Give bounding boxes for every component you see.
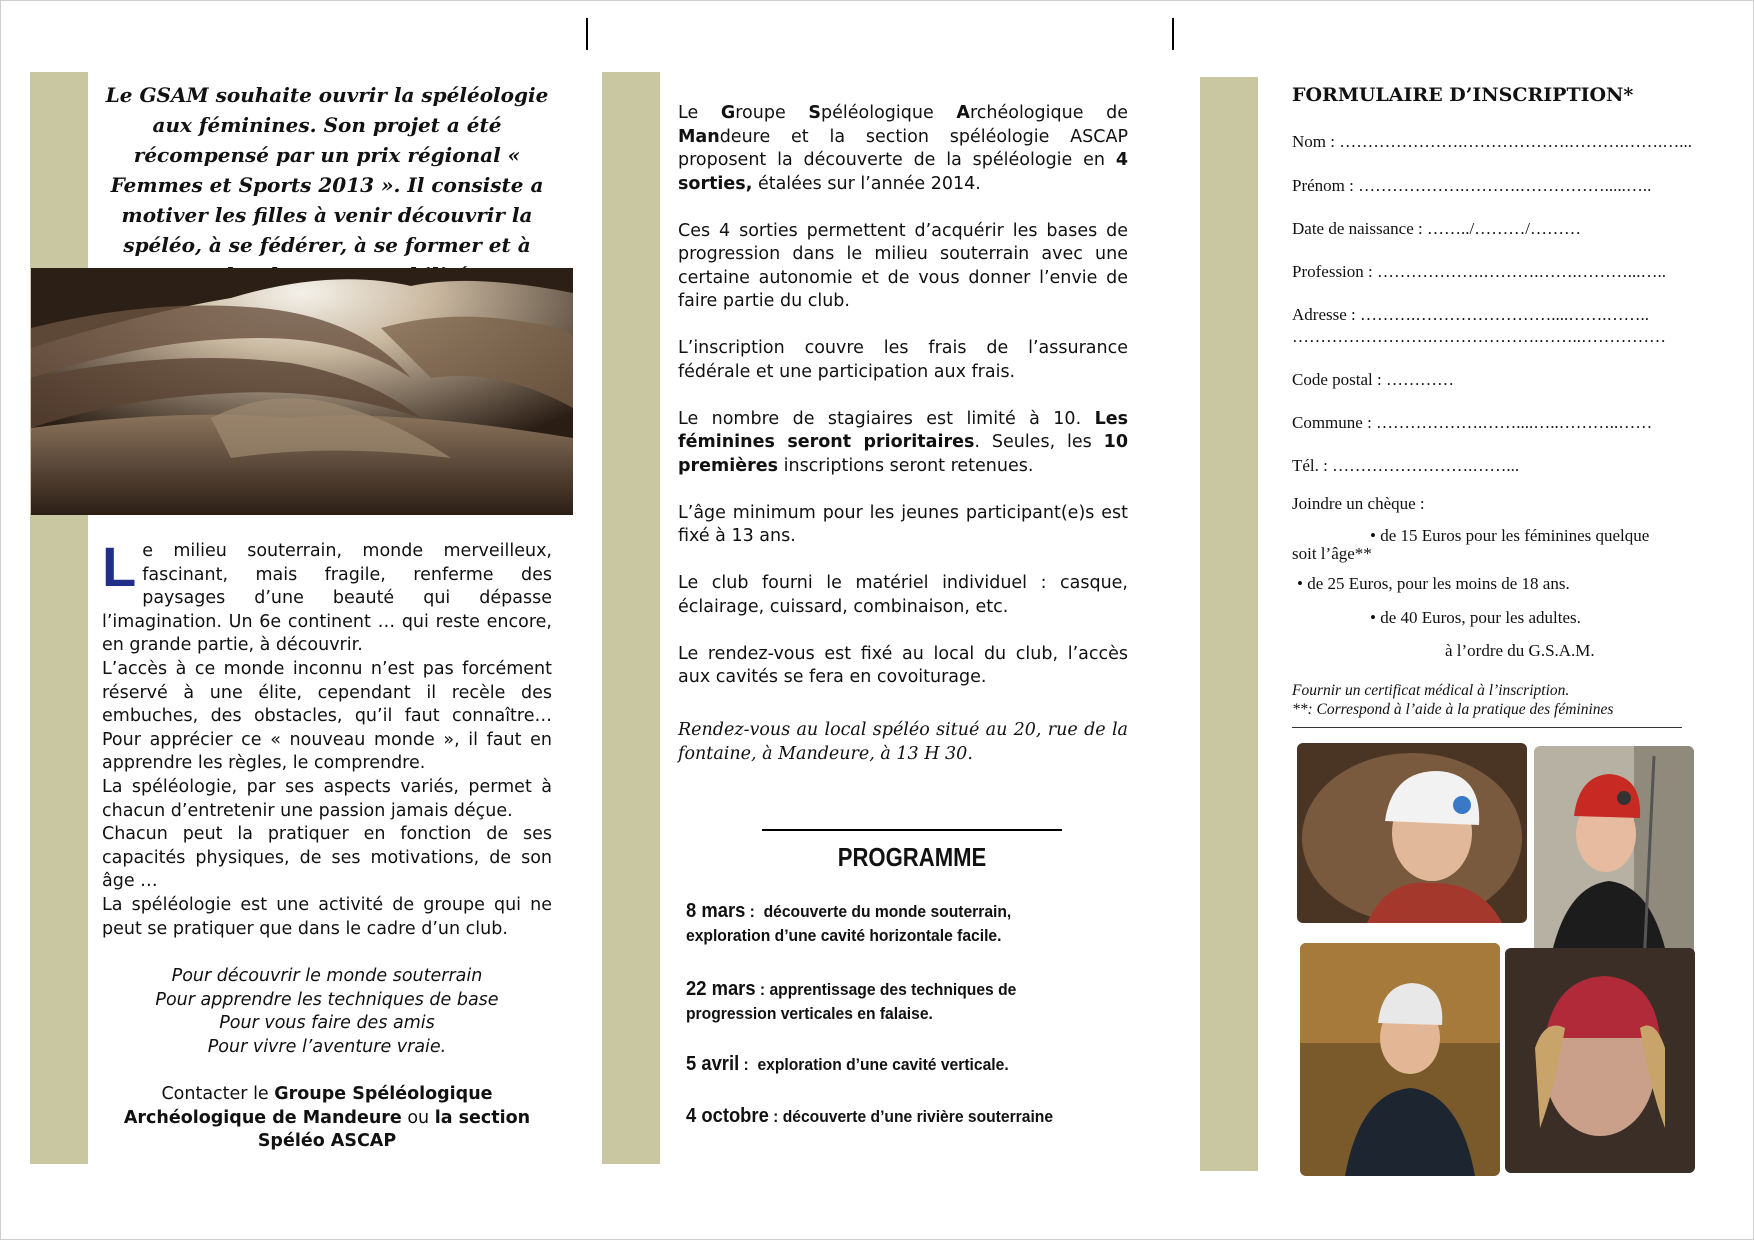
desc-p6: Le club fourni le matériel individuel : casque, éclairage, cuissard, combinaison, etc. [678,573,1128,617]
field-adresse[interactable]: Adresse : ……….……………………....…….…….. [1292,305,1649,324]
field-nom[interactable]: Nom : ………………….……………….……….…….…... [1292,132,1692,151]
cheque-option: • de 15 Euros pour les féminines quelque [1370,526,1650,545]
motivation-line: Pour vivre l’aventure vraie. [207,1036,447,1057]
intro-text: Le GSAM souhaite ouvrir la spéléologie aux féminines. Son projet a été récompensé par un prix régional « Femmes et Sports 2013 ». Il consiste a motiver les filles à venir découvrir la spéléo, à se fédérer, à se former et à [105,83,549,257]
motivation-line: Pour découvrir le monde souterrain [171,966,483,986]
programme-item: 4 octobre : découverte d’une rivière souterraine [686,1105,1054,1127]
desc-p4: Le nombre de stagiaires est limité à 10. Les féminines seront prioritaires. Seules, les 10 premières inscriptions seront retenues. [678,408,1128,476]
field-code-postal[interactable]: Code postal : ………… [1292,370,1454,389]
fold-mark-left [586,18,588,50]
body-p5: La spéléologie est une activité de groupe qui ne peut se pratiquer que dans le cadre d’un club. [102,894,552,939]
field-date-naissance[interactable]: Date de naissance : ……../………/……… [1292,219,1581,238]
motivation-line: Pour vous faire des amis [219,1013,435,1033]
desc-p3: L’inscription couvre les frais de l’assurance fédérale et une participation aux frais. [678,338,1128,382]
decor-strip-col2 [602,72,660,1164]
programme-item: 5 avril : exploration d’une cavité verticale. [686,1053,1009,1075]
contact-section-name: la section Spéléo ASCAP [257,1107,531,1151]
intro-body [102,535,552,941]
program-description [678,102,1128,713]
decor-strip-col1 [30,72,88,1164]
photo-girl-helmet-white [1297,743,1527,923]
note-rule [1292,727,1682,728]
cheque-order: à l’ordre du G.S.A.M. [1445,641,1595,660]
motivation-line: Pour apprendre les techniques de base [155,989,499,1010]
programme-title: PROGRAMME [837,842,987,872]
contact-info [102,1083,552,1154]
desc-p7: Le rendez-vous est fixé au local du club, l’accès aux cavités se fera en covoiturage. [678,643,1128,687]
programme-rule [762,829,1062,831]
body-p1: e milieu souterrain, monde merveilleux, fascinant, mais fragile, renferme des paysages d’une beauté qui dépasse l’imagination. Un 6e continent … qui reste encore, en grande partie, à découvrir. [102,541,552,656]
drop-cap: L [102,535,137,598]
photo-girl-closeup [1505,948,1695,1173]
field-adresse-line2[interactable]: …………………….……………….……..…………… [1292,327,1666,346]
programme-item: 8 mars : découverte du monde souterrain, exploration d’une cavité horizontale facile. [686,900,1012,945]
contact-club-name: Groupe Spéléologique Archéologique de Mandeure [123,1084,493,1128]
meeting-point: Rendez-vous au local spéléo situé au 20, rue de la fontaine, à Mandeure, à 13 H 30. [678,720,1128,764]
photo-girl-helmet-red [1534,746,1694,966]
field-profession[interactable]: Profession : ……………….……….…….………...….. [1292,262,1666,281]
note-certificate: Fournir un certificat médical à l’inscription. [1292,682,1570,699]
field-prenom[interactable]: Prénom : ……………….……….…………….....….. [1292,176,1652,195]
contact-prefix: Contacter le [161,1084,275,1104]
desc-p2: Ces 4 sorties permettent d’acquérir les bases de progression dans le milieu souterrain avec une certaine autonomie et de vous donner l’envie de faire partie du club. [678,220,1128,311]
body-p3: La spéléologie, par ses aspects variés, permet à chacun d’entretenir une passion jamais déçue. [102,776,552,821]
photo-girl-forest [1300,943,1500,1176]
note-footnote: **: Correspond à l’aide à la pratique des féminines [1292,701,1614,718]
field-commune[interactable]: Commune : ……………….……....…..………..…… [1292,413,1653,432]
desc-p5: L’âge minimum pour les jeunes participant(e)s est fixé à 13 ans. [678,502,1128,546]
cheque-option-cont: soit l’âge** [1292,544,1372,563]
programme-item: 22 mars : apprentissage des techniques de progression verticales en falaise. [686,978,1017,1023]
fold-mark-right [1172,18,1174,50]
cheque-option: • de 40 Euros, pour les adultes. [1370,608,1581,627]
contact-or: ou [401,1107,435,1128]
cheque-title: Joindre un chèque : [1292,494,1425,513]
decor-strip-col3 [1200,77,1258,1171]
field-tel[interactable]: Tél. : …………………….……... [1292,456,1520,475]
form-title: FORMULAIRE D’INSCRIPTION* [1292,84,1634,106]
cheque-option: • de 25 Euros, pour les moins de 18 ans. [1297,574,1570,593]
motivation-lines [102,965,552,1059]
cave-photo [31,268,573,515]
desc-p1: Le Groupe Spéléologique Archéologique de Mandeure et la section spéléologie ASCAP proposent la découverte de la spéléologie en 4 sorties, étalées sur l’année 2014. [678,103,1128,194]
body-p2: L’accès à ce monde inconnu n’est pas forcément réservé à une élite, cependant il recèle des embuches, des obstacles, qu’il faut connaître… Pour apprécier ce « nouveau monde », il faut en apprendre les règles, le comprendre. [102,658,552,774]
body-p4: Chacun peut la pratiquer en fonction de ses capacités physiques, de ses motivations, de son âge … [102,824,552,892]
